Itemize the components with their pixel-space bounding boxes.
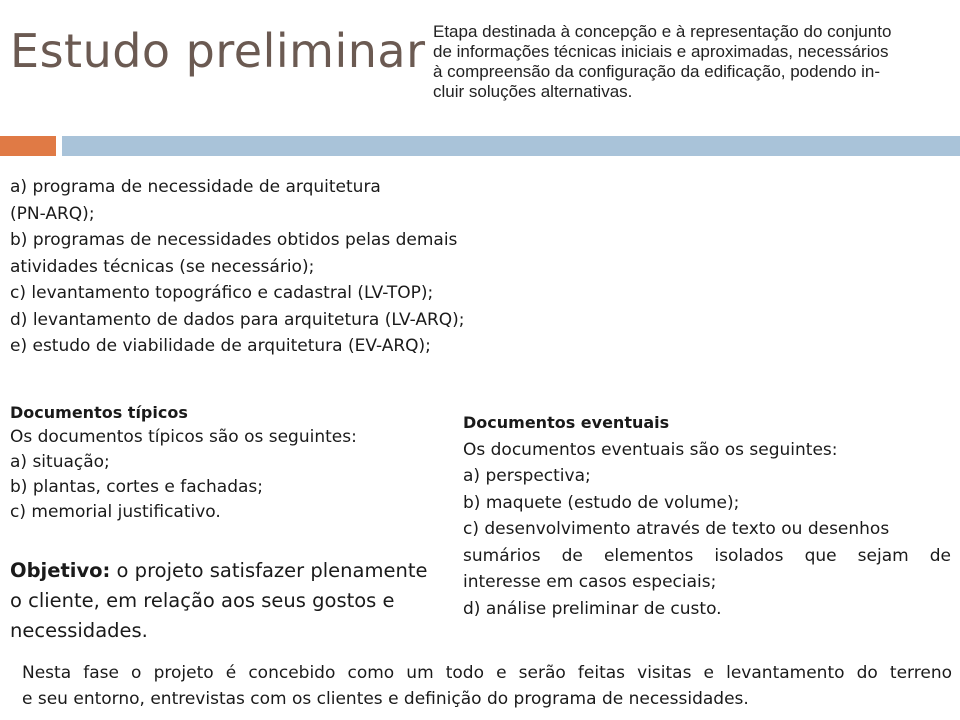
objective-label: Objetivo: xyxy=(10,559,111,582)
eventual-documents-section xyxy=(463,410,951,622)
phase-summary-line: e seu entorno, entrevistas com os clientes e definição do programa de necessidades. xyxy=(22,689,749,709)
typical-documents-section xyxy=(10,400,450,525)
eventual-documents-heading: Documentos eventuais xyxy=(463,413,670,432)
accent-bar-right xyxy=(62,136,960,156)
phase-summary-line: Nesta fase o projeto é concebido como um todo e serão feitas visitas e levantamento do terreno xyxy=(22,663,952,683)
eventual-item: a) perspectiva; xyxy=(463,466,591,486)
typical-documents-heading: Documentos típicos xyxy=(10,403,188,422)
objective-text: o projeto satisfazer plenamente o cliente, em relação aos seus gostos e necessidades. xyxy=(10,559,428,642)
typical-item: a) situação; xyxy=(10,452,110,472)
eventual-documents-intro: Os documentos eventuais são os seguintes: xyxy=(463,439,838,460)
input-documents-list: a) programa de necessidade de arquitetura (PN-ARQ); b) programas de necessidades obtidos pelas demais atividades técnicas (se necessário); c) levantamento topográfico e cadastral (LV-TOP); d) levantamento de dados para arquitetura (LV-ARQ); e) estudo de viabilidade de arquitetura (EV-ARQ); xyxy=(10,177,465,356)
eventual-item: sumários de elementos isolados que sejam de xyxy=(463,545,951,566)
eventual-item: c) desenvolvimento através de texto ou desenhos xyxy=(463,519,890,539)
typical-documents-intro: Os documentos típicos são os seguintes: xyxy=(10,427,357,447)
phase-summary xyxy=(10,660,952,712)
slide-title: Estudo preliminar xyxy=(10,24,426,78)
typical-item: c) memorial justificativo. xyxy=(10,502,221,522)
accent-bar-left xyxy=(0,136,56,156)
eventual-item: interesse em casos especiais; xyxy=(463,572,717,592)
objective-statement xyxy=(10,556,440,646)
typical-item: b) plantas, cortes e fachadas; xyxy=(10,477,263,497)
stage-definition: Etapa destinada à concepção e à representação do conjunto de informações técnicas iniciais e aproximadas, necessários à compreensão da configuração da edificação, podendo in- cluir soluções alternativas. xyxy=(433,22,892,101)
eventual-item: d) análise preliminar de custo. xyxy=(463,598,722,619)
eventual-item: b) maquete (estudo de volume); xyxy=(463,492,740,513)
